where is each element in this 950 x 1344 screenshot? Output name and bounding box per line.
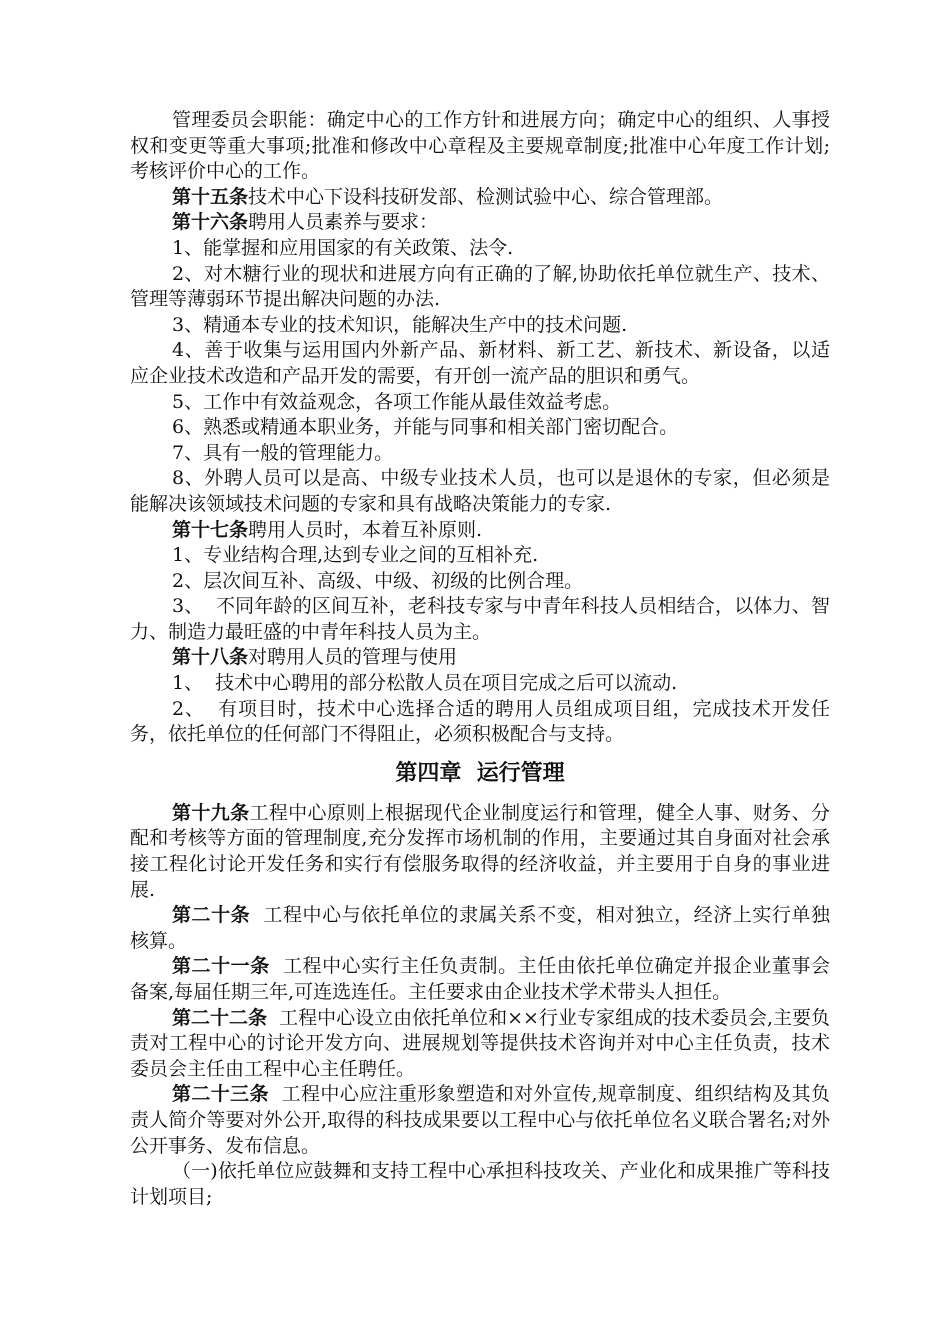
paragraph (130, 338, 830, 389)
paragraph-text: 3、精通本专业的技术知识，能解决生产中的技术问题. (172, 313, 628, 336)
article-number: 第十八条 (172, 646, 249, 669)
section-top (130, 108, 830, 748)
document-body (130, 108, 830, 1210)
paragraph (130, 313, 830, 339)
article-number: 第十九条 (172, 801, 250, 824)
paragraph (130, 518, 830, 544)
paragraph (130, 415, 830, 441)
paragraph (130, 594, 830, 645)
article-number: 第二十条 (172, 904, 251, 927)
paragraph (130, 543, 830, 569)
paragraph (130, 801, 830, 903)
paragraph (130, 697, 830, 748)
article-number: 第十六条 (172, 211, 249, 234)
paragraph (130, 671, 830, 697)
paragraph (130, 1006, 830, 1083)
article-number: 第十五条 (172, 185, 249, 208)
paragraph (130, 262, 830, 313)
paragraph-text: 工程中心应注重形象塑造和对外宣传,规章制度、组织结构及其负责人简介等要对外公开,取得的科技成果要以工程中心与依托单位名义联合署名;对外公开事务、发布信息。 (130, 1083, 830, 1157)
paragraph (130, 210, 830, 236)
paragraph-text: 工程中心实行主任负责制。主任由依托单位确定并报企业董事会备案,每届任期三年,可连选连任。主任要求由企业技术学术带头人担任。 (130, 955, 830, 1003)
paragraph-text: 8、外聘人员可以是高、中级专业技术人员，也可以是退休的专家，但必须是能解决该领域技术问题的专家和具有战略决策能力的专家. (130, 467, 830, 515)
paragraph (130, 390, 830, 416)
paragraph-text: 4、善于收集与运用国内外新产品、新材料、新工艺、新技术、新设备，以适应企业技术改造和产品开发的需要，有开创一流产品的胆识和勇气。 (130, 339, 830, 387)
paragraph-text: 1、能掌握和应用国家的有关政策、法令. (172, 236, 514, 259)
paragraph-text: 6、熟悉或精通本职业务，并能与同事和相关部门密切配合。 (172, 416, 679, 439)
paragraph-text: 工程中心与依托单位的隶属关系不变，相对独立，经济上实行单独核算。 (130, 904, 830, 952)
paragraph (130, 466, 830, 517)
paragraph-text: 聘用人员时，本着互补原则. (248, 518, 483, 541)
paragraph-text: 1、 技术中心聘用的部分松散人员在项目完成之后可以流动. (172, 672, 678, 695)
chapter-heading: 第四章 运行管理 (395, 760, 565, 786)
paragraph (130, 569, 830, 595)
paragraph-text: 聘用人员素养与要求： (248, 211, 439, 234)
paragraph-text: 对聘用人员的管理与使用 (248, 646, 458, 669)
paragraph (130, 185, 830, 211)
article-number: 第二十一条 (172, 955, 270, 978)
section-bottom (130, 801, 830, 1211)
paragraph-text: 7、具有一般的管理能力。 (172, 441, 394, 464)
paragraph-text: 2、对木糖行业的现状和进展方向有正确的了解,协助依托单位就生产、技术、管理等薄弱环节提出解决问题的办法. (130, 262, 830, 311)
paragraph-text: 2、 有项目时，技术中心选择合适的聘用人员组成项目组，完成技术开发任务，依托单位的任何部门不得阻止，必须积极配合与支持。 (130, 697, 830, 746)
article-number: 第二十二条 (172, 1006, 268, 1029)
paragraph-text: 技术中心下设科技研发部、检测试验中心、综合管理部。 (248, 185, 724, 208)
paragraph (130, 236, 830, 262)
paragraph (130, 645, 830, 671)
paragraph-text: 工程中心设立由依托单位和××行业专家组成的技术委员会,主要负责对工程中心的讨论开发方向、进展规划等提供技术咨询并对中心主任负责，技术委员会主任由工程中心主任聘任。 (130, 1006, 830, 1080)
paragraph-text: 1、专业结构合理,达到专业之间的互相补充. (172, 544, 539, 567)
paragraph (130, 1159, 830, 1210)
paragraph-text: 管理委员会职能：确定中心的工作方针和进展方向；确定中心的组织、人事授权和变更等重大事项;批准和修改中心章程及主要规章制度;批准中心年度工作计划;考核评价中心的工作。 (130, 109, 830, 183)
article-number: 第十七条 (172, 518, 249, 541)
paragraph-text: 2、层次间互补、高级、中级、初级的比例合理。 (172, 569, 584, 592)
paragraph-text: 工程中心原则上根据现代企业制度运行和管理，健全人事、财务、分配和考核等方面的管理制度,充分发挥市场机制的作用，主要通过其自身面对社会承接工程化讨论开发任务和实行有偿服务取得的经济收益，并主要用于自身的事业进展. (130, 801, 830, 901)
paragraph (130, 954, 830, 1005)
paragraph-text: （一)依托单位应鼓舞和支持工程中心承担科技攻关、产业化和成果推广等科技计划项目; (130, 1160, 830, 1208)
article-number: 第二十三条 (172, 1083, 269, 1106)
paragraph (130, 903, 830, 954)
paragraph (130, 108, 830, 185)
paragraph-text: 5、工作中有效益观念，各项工作能从最佳效益考虑。 (172, 390, 622, 413)
paragraph-text: 3、 不同年龄的区间互补，老科技专家与中青年科技人员相结合，以体力、智力、制造力最旺盛的中青年科技人员为主。 (130, 595, 830, 643)
paragraph (130, 441, 830, 467)
paragraph (130, 1082, 830, 1159)
